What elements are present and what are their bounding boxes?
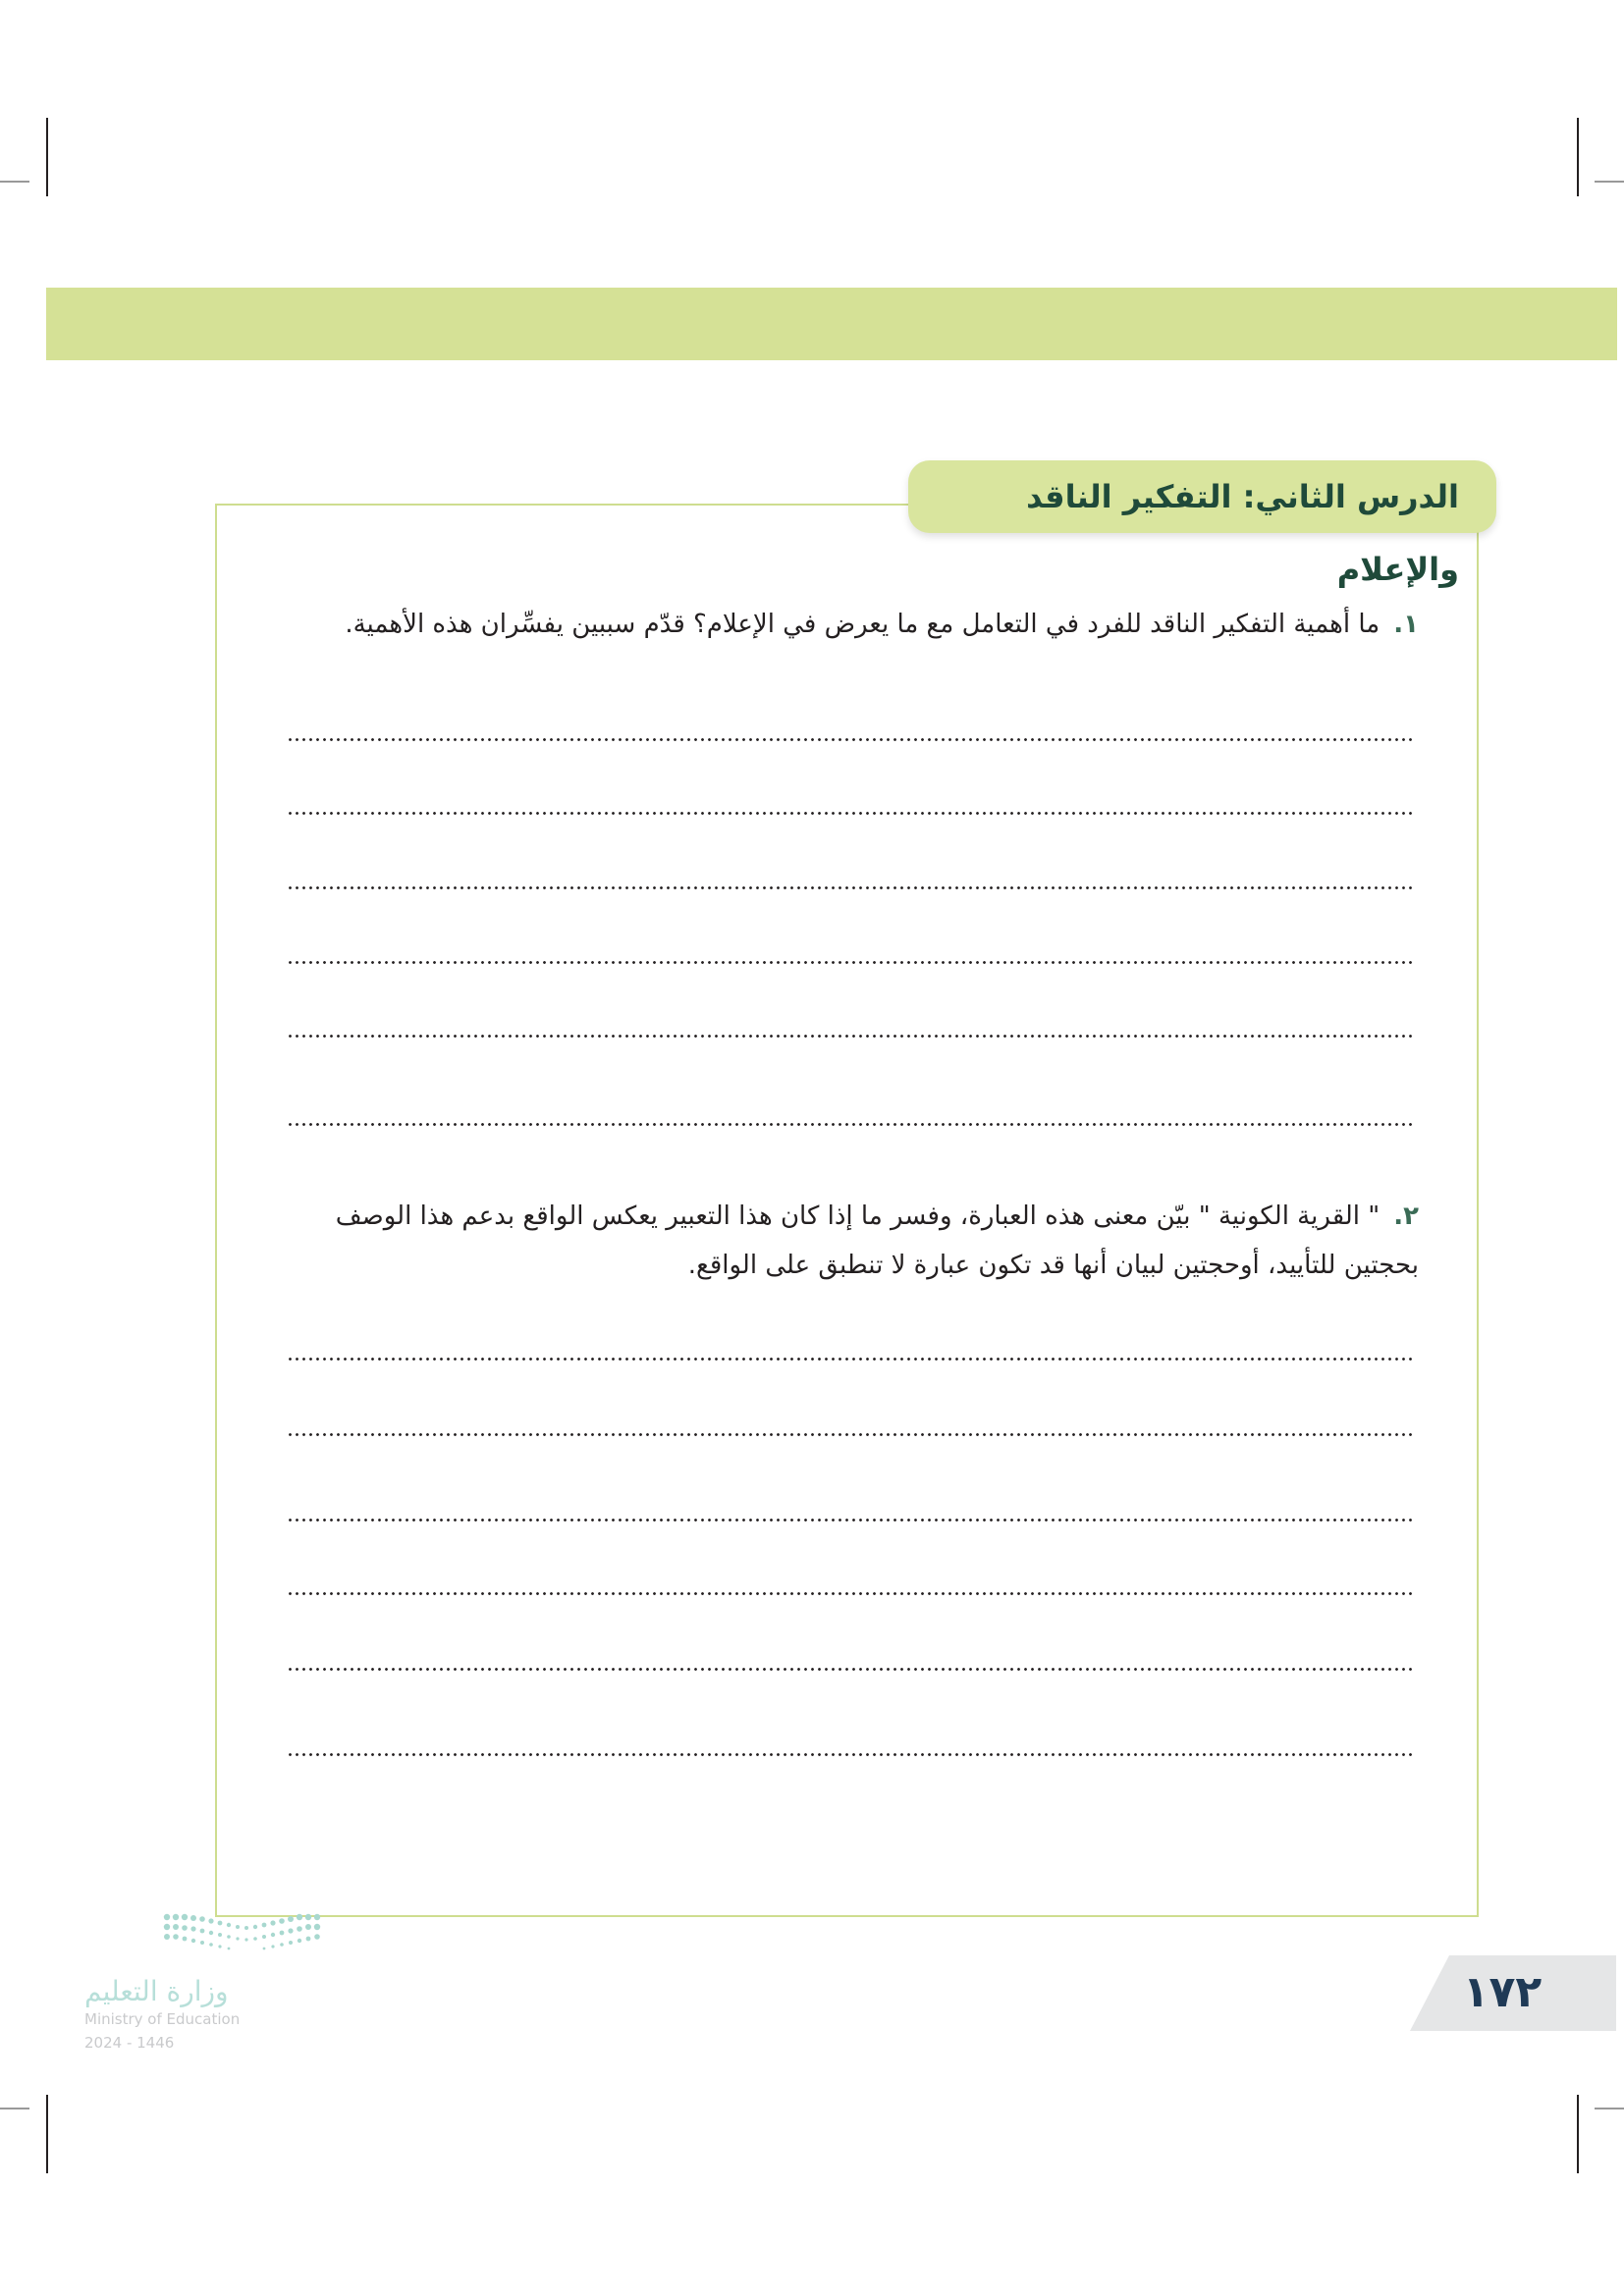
answer-line[interactable] bbox=[287, 1668, 1416, 1671]
crop-mark bbox=[46, 118, 48, 196]
question-2-number: ٢. bbox=[1393, 1201, 1419, 1231]
lesson-title: الدرس الثاني: التفكير الناقد والإعلام bbox=[908, 460, 1496, 533]
answer-line[interactable] bbox=[287, 1358, 1416, 1361]
question-1 bbox=[290, 600, 1419, 649]
answer-line[interactable] bbox=[287, 812, 1416, 815]
question-2 bbox=[260, 1192, 1419, 1290]
question-2-line-2: بحجتين للتأييد، أوحجتين لبيان أنها قد تكون عبارة لا تنطبق على الواقع. bbox=[687, 1251, 1419, 1280]
answer-line[interactable] bbox=[287, 886, 1416, 889]
crop-mark bbox=[1595, 2108, 1624, 2109]
ministry-year: 2024 - 1446 bbox=[84, 2034, 175, 2052]
answer-line[interactable] bbox=[287, 961, 1416, 964]
question-1-text: ما أهمية التفكير الناقد للفرد في التعامل مع ما يعرض في الإعلام؟ قدّم سببين يفسِّران هذه الأهمية. bbox=[345, 610, 1380, 639]
question-2-text-1: " القرية الكونية " بيّن معنى هذه العبارة، وفسر ما إذا كان هذا التعبير يعكس الواقع بدعم هذا الوصف bbox=[335, 1201, 1380, 1231]
page-number: ١٧٢ bbox=[1462, 1967, 1543, 2017]
crop-mark bbox=[46, 2095, 48, 2173]
crop-mark bbox=[0, 181, 29, 183]
crop-mark bbox=[0, 2108, 29, 2109]
answer-line[interactable] bbox=[287, 1123, 1416, 1126]
answer-line[interactable] bbox=[287, 1592, 1416, 1595]
question-1-number: ١. bbox=[1393, 610, 1419, 639]
crop-mark bbox=[1595, 181, 1624, 183]
answer-line[interactable] bbox=[287, 1519, 1416, 1522]
answer-line[interactable] bbox=[287, 1035, 1416, 1038]
header-band bbox=[46, 288, 1617, 360]
answer-line[interactable] bbox=[287, 1753, 1416, 1756]
ministry-name-en: Ministry of Education bbox=[84, 2010, 241, 2028]
answer-line[interactable] bbox=[287, 1433, 1416, 1436]
answer-line[interactable] bbox=[287, 738, 1416, 741]
crop-mark bbox=[1577, 118, 1579, 196]
crop-mark bbox=[1577, 2095, 1579, 2173]
ministry-dots-logo-icon bbox=[162, 1909, 329, 1968]
ministry-name-ar: وزارة التعليم bbox=[84, 1975, 229, 2007]
question-2-line-1 bbox=[260, 1192, 1419, 1241]
